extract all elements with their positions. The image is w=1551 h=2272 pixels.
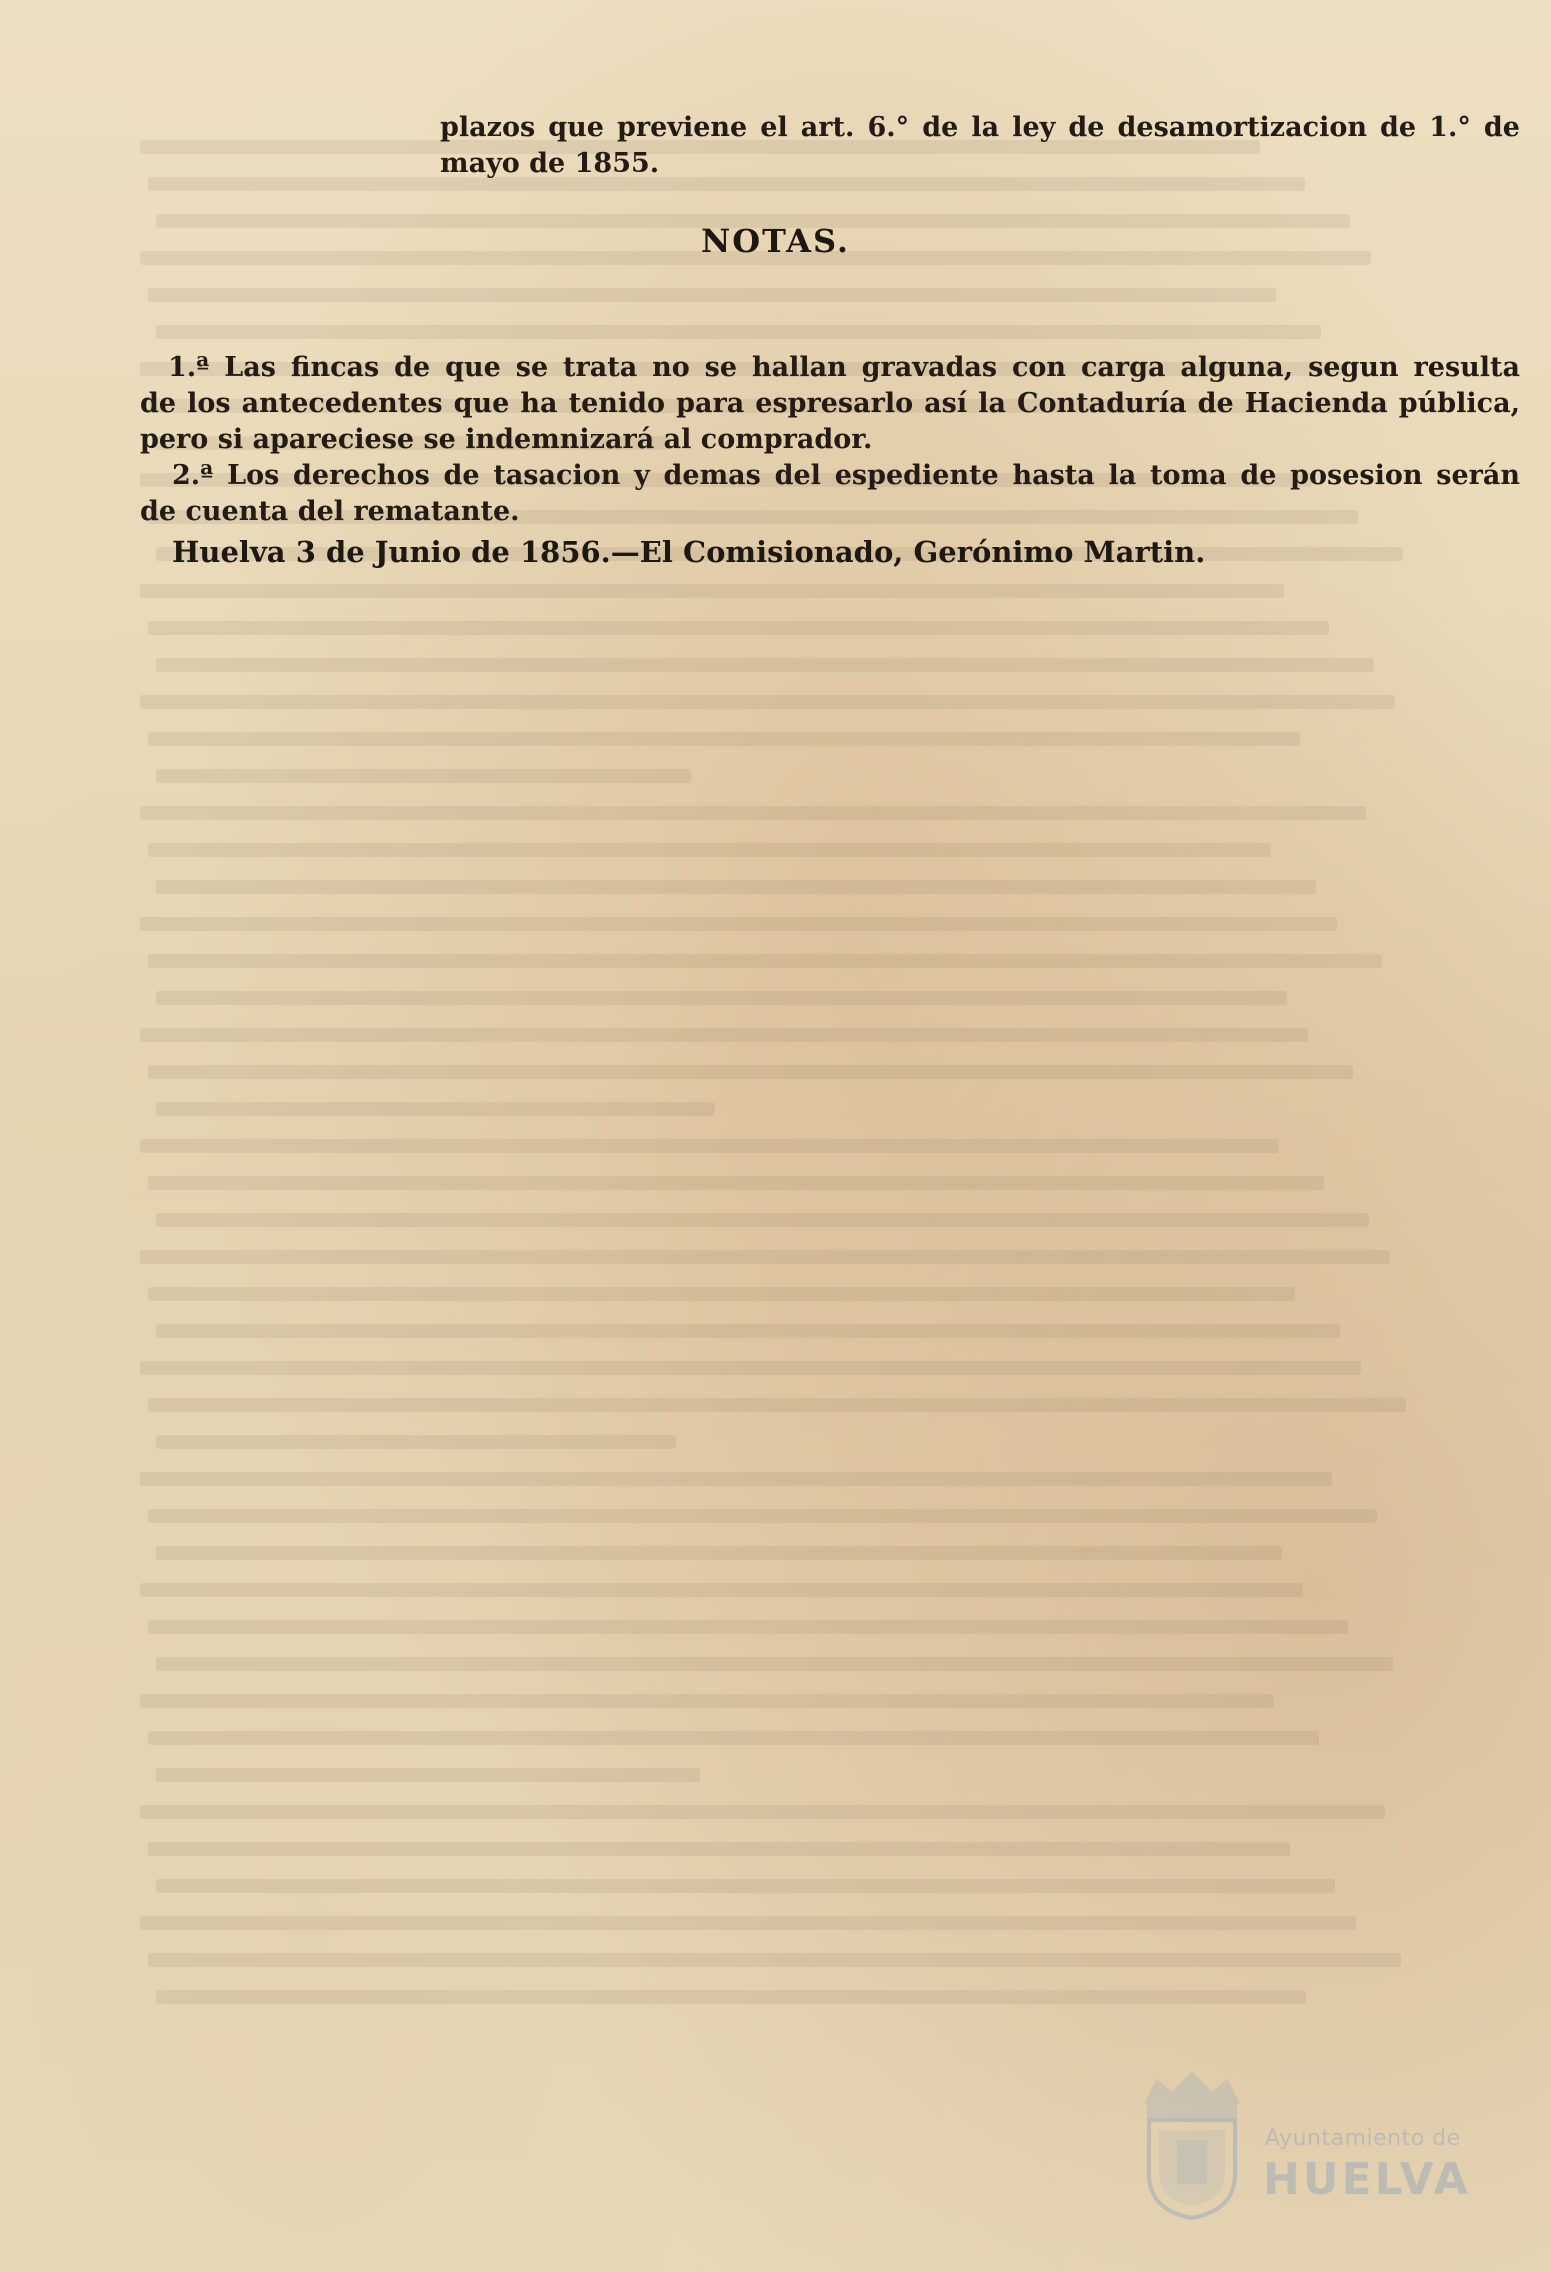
bleed-line	[148, 1731, 1319, 1745]
bleed-line	[148, 1509, 1377, 1523]
bleed-line	[140, 1916, 1356, 1930]
bleed-line	[140, 917, 1337, 931]
note-2-line-2: de cuenta del rematante.	[140, 496, 520, 527]
bleed-line	[148, 732, 1300, 746]
bleed-line	[156, 1435, 676, 1449]
watermark-line-1: Ayuntamiento de	[1265, 2126, 1461, 2151]
bleed-line	[156, 880, 1316, 894]
bleed-line	[148, 1176, 1324, 1190]
bleed-line	[140, 1139, 1279, 1153]
bleed-line	[140, 1583, 1303, 1597]
bleed-line	[156, 991, 1287, 1005]
bleed-line	[156, 1990, 1306, 2004]
bleed-line	[140, 1472, 1332, 1486]
bleed-line	[148, 1287, 1295, 1301]
bleed-line	[148, 621, 1329, 635]
intro-text-line-1: plazos que previene el art. 6.° de la ley de desamortizacion de 1.° de	[440, 112, 1520, 143]
watermark	[1127, 2062, 1487, 2222]
signature-line: Huelva 3 de Junio de 1856.—El Comisionado, Gerónimo Martin.	[172, 535, 1206, 569]
bleed-line	[156, 1546, 1282, 1560]
bleed-line	[156, 769, 691, 783]
note-1-line-3: pero si apareciese se indemnizará al comprador.	[140, 424, 873, 455]
bleed-line	[140, 1805, 1385, 1819]
bleed-line	[140, 806, 1366, 820]
bleed-line	[156, 1213, 1369, 1227]
bleed-line	[156, 325, 1321, 339]
note-1-line-2: de los antecedentes que ha tenido para espresarlo así la Contaduría de Hacienda pública,	[140, 388, 1520, 419]
bleed-line	[148, 177, 1305, 191]
note-1-line-1: 1.ª Las fincas de que se trata no se hallan gravadas con carga alguna, segun resulta	[168, 352, 1520, 383]
bleed-line	[156, 1657, 1393, 1671]
watermark-line-2: HUELVA	[1263, 2154, 1471, 2205]
notes-heading: NOTAS.	[700, 222, 851, 260]
bleed-line	[140, 1694, 1274, 1708]
bleed-line	[156, 1102, 715, 1116]
bleed-line	[140, 584, 1284, 598]
bleed-line	[148, 843, 1271, 857]
intro-text-line-2: mayo de 1855.	[440, 148, 660, 179]
bleed-line	[140, 695, 1395, 709]
bleed-line	[140, 1361, 1361, 1375]
bleed-line	[148, 288, 1276, 302]
bleed-line	[156, 1324, 1340, 1338]
bleed-line	[148, 1065, 1353, 1079]
bleed-line	[156, 658, 1374, 672]
bleed-line	[156, 1768, 700, 1782]
bleed-line	[140, 1028, 1308, 1042]
bleed-line	[148, 1620, 1348, 1634]
note-2-line-1: 2.ª Los derechos de tasacion y demas del espediente hasta la toma de posesion serán	[172, 460, 1520, 491]
bleed-line	[140, 1250, 1390, 1264]
bleed-line	[156, 1879, 1335, 1893]
bleed-line	[148, 1398, 1406, 1412]
huelva-seal-icon	[1127, 2062, 1257, 2222]
bleed-line	[148, 1953, 1401, 1967]
bleed-line	[148, 1842, 1290, 1856]
bleed-line	[148, 954, 1382, 968]
